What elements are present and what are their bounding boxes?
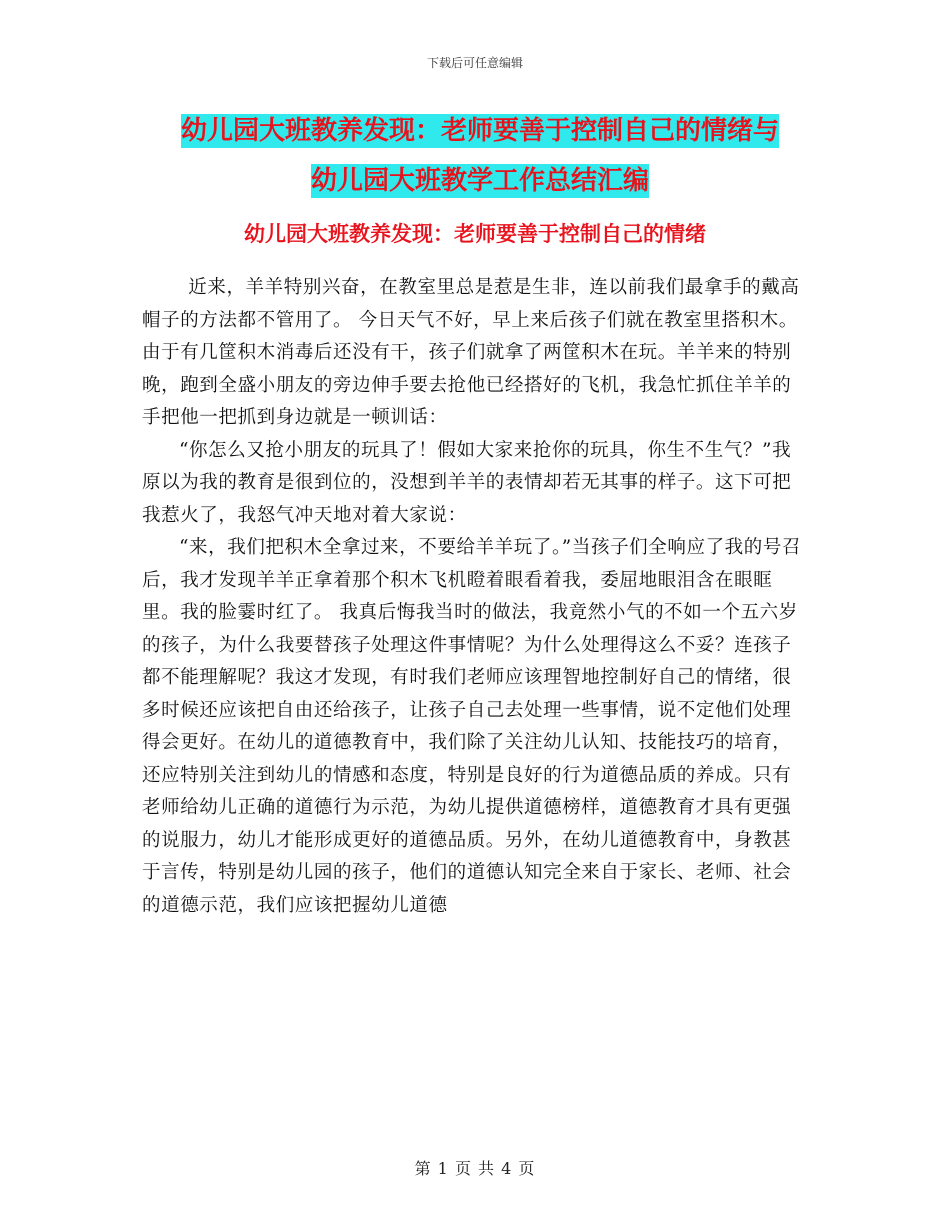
page-header-note: 下载后可任意编辑 [426, 56, 523, 70]
section-title: 幼儿园大班教养发现：老师要善于控制自己的情绪 [244, 222, 706, 246]
document-title-line-2: 幼儿园大班教学工作总结汇编 [310, 166, 649, 196]
document-title [140, 106, 820, 206]
document-title-line-1: 幼儿园大班教养发现：老师要善于控制自己的情绪与 [180, 116, 779, 146]
article-body [142, 272, 802, 922]
paragraph-3: “来，我们把积木全拿过来，不要给羊羊玩了。”当孩子们全响应了我的号召后，我才发现羊羊正拿着那个积木飞机瞪着眼看着我，委屈地眼泪含在眼眶里。我的脸霎时红了。 我真后悔我当时的做法，我竟然小气的不如一个五六岁的孩子，为什么我要替孩子处理这件事情呢？为什么处理得这么不妥？连孩子都不能理解呢？我这才发现，有时我们老师应该理智地控制好自己的情绪，很多时候还应该把自由还给孩子，让孩子自己去处理一些事情，说不定他们处理得会更好。在幼儿的道德教育中，我们除了关注幼儿认知、技能技巧的培育，还应特别关注到幼儿的情感和态度，特别是良好的行为道德品质的养成。只有老师给幼儿正确的道德行为示范，为幼儿提供道德榜样，道德教育才具有更强的说服力，幼儿才能形成更好的道德品质。另外，在幼儿道德教育中，身教甚于言传，特别是幼儿园的孩子，他们的道德认知完全来自于家长、老师、社会的道德示范，我们应该把握幼儿道德 [142, 537, 802, 916]
paragraph-1: 近来，羊羊特别兴奋，在教室里总是惹是生非，连以前我们最拿手的戴高帽子的方法都不管用了。 今日天气不好，早上来后孩子们就在教室里搭积木。由于有几筐积木消毒后还没有干，孩子们就拿了两筐积木在玩。羊羊来的特别晚，跑到全盛小朋友的旁边伸手要去抢他已经搭好的飞机，我急忙抓住羊羊的手把他一把抓到身边就是一顿训话： [142, 277, 800, 428]
page-footer: 第 1 页 共 4 页 [414, 1159, 536, 1178]
paragraph-2: “你怎么又抢小朋友的玩具了！假如大家来抢你的玩具，你生不生气？”我原以为我的教育是很到位的，没想到羊羊的表情却若无其事的样子。这下可把我惹火了，我怒气冲天地对着大家说： [142, 439, 792, 526]
